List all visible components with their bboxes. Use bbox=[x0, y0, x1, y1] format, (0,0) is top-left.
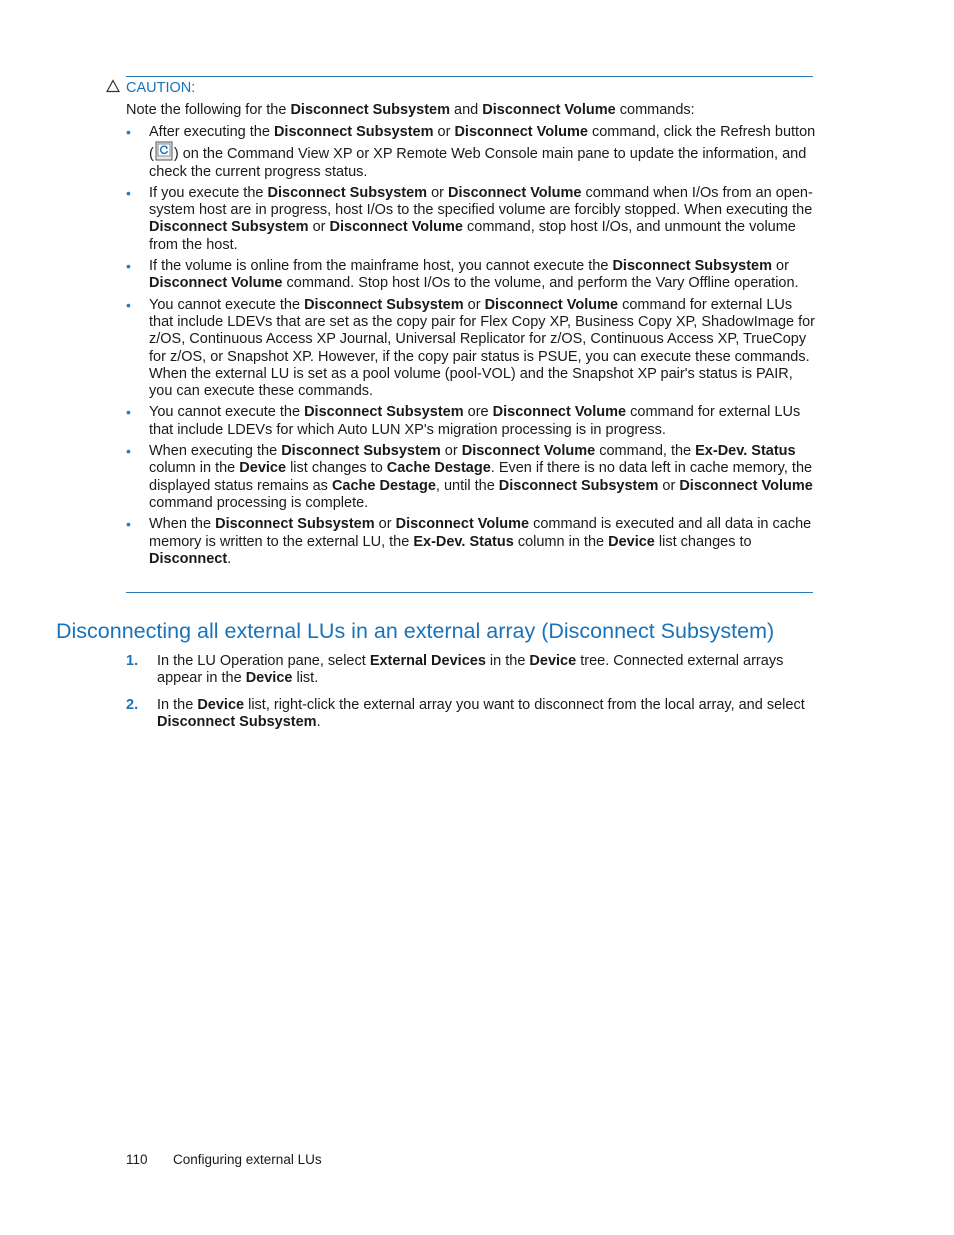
step-text: In the bbox=[157, 696, 198, 713]
section-heading: Disconnecting all external LUs in an external array (Disconnect Subsystem) bbox=[56, 619, 775, 643]
procedure-step bbox=[126, 653, 816, 688]
intro-term: Disconnect Subsystem bbox=[290, 102, 450, 118]
bullet-icon: • bbox=[126, 516, 131, 533]
bullet-icon: • bbox=[126, 443, 131, 460]
bullet-text: If you execute the bbox=[149, 184, 268, 201]
step-term: Disconnect Subsystem bbox=[157, 713, 317, 730]
bullet-text: ore bbox=[463, 404, 493, 421]
bullet-term: Disconnect Subsystem bbox=[149, 219, 309, 236]
bullet-term: Device bbox=[608, 533, 655, 550]
intro-text: Note the following for the bbox=[126, 102, 291, 118]
step-text: In the LU Operation pane, select bbox=[157, 653, 370, 669]
bullet-term: Disconnect Volume bbox=[461, 443, 596, 460]
bullet-text: or bbox=[440, 443, 462, 460]
bullet-term: Disconnect Subsystem bbox=[215, 516, 375, 533]
page-number: 110 bbox=[126, 1152, 148, 1167]
caution-bottom-rule bbox=[126, 592, 813, 593]
caution-bullet-item bbox=[126, 516, 816, 568]
bullet-text: command, the bbox=[595, 443, 696, 460]
step-number: 2. bbox=[126, 696, 139, 713]
bullet-text: command for external LUs that include LDEVs that are set as the copy pair for Flex Copy XP, Business Copy XP, ShadowImage for z/OS, Continuous Access XP Journal, Universal Replicator for z/OS, Continuous Access XP, TrueCopy for z/OS, or Snapshot XP. However, if the copy pair status is PSUE, you can execute these commands. When the external LU is set as a pool volume (pool-VOL) and the Snapshot XP pair's status is PAIR, you can execute these commands. bbox=[149, 296, 816, 400]
bullet-text bbox=[149, 404, 816, 439]
bullet-icon: • bbox=[126, 296, 131, 313]
bullet-term: Disconnect Subsystem bbox=[281, 443, 441, 460]
bullet-text: , until the bbox=[435, 477, 499, 494]
procedure-step bbox=[126, 697, 816, 732]
bullet-term: Device bbox=[239, 460, 287, 477]
bullet-text: . bbox=[227, 550, 232, 567]
bullet-term: Cache Destage bbox=[331, 477, 436, 494]
caution-triangle-icon bbox=[106, 79, 120, 93]
bullet-term: Disconnect Subsystem bbox=[304, 296, 464, 313]
intro-term: Disconnect Volume bbox=[482, 102, 616, 118]
bullet-text: or bbox=[308, 219, 330, 236]
intro-text: commands: bbox=[615, 102, 695, 118]
caution-bullet-item bbox=[126, 185, 816, 254]
bullet-text: command, click the Refresh button ( bbox=[149, 124, 816, 163]
step-text: tree. Connected external arrays appear in the bbox=[157, 653, 784, 687]
bullet-text: or bbox=[772, 258, 789, 275]
bullet-text: command processing is complete. bbox=[149, 494, 369, 511]
bullet-text: If the volume is online from the mainframe host, you cannot execute the bbox=[149, 258, 613, 275]
bullet-text: When executing the bbox=[149, 443, 282, 460]
bullet-text: When the bbox=[149, 516, 216, 533]
bullet-text: ) on the Command View XP or XP Remote Web Console main pane to update the information, and check the current progress status. bbox=[149, 146, 807, 180]
bullet-term: Disconnect Subsystem bbox=[498, 477, 659, 494]
caution-intro bbox=[126, 102, 695, 120]
caution-bullet-item bbox=[126, 124, 816, 181]
bullet-icon: • bbox=[126, 404, 131, 421]
page-footer bbox=[126, 1151, 322, 1168]
bullet-term: Disconnect Volume bbox=[679, 477, 813, 494]
bullet-text: or bbox=[374, 516, 396, 533]
caution-bullet-list bbox=[126, 124, 816, 572]
step-number: 1. bbox=[126, 653, 139, 669]
bullet-text: list changes to bbox=[654, 533, 752, 550]
bullet-text bbox=[149, 185, 816, 254]
bullet-text: column in the bbox=[513, 533, 609, 550]
bullet-term: Disconnect Subsystem bbox=[267, 184, 428, 201]
bullet-term: Disconnect Subsystem bbox=[304, 404, 464, 421]
bullet-term: Cache Destage bbox=[386, 460, 491, 477]
step-text bbox=[157, 653, 783, 686]
bullet-text: . Even if there is no data left in cache memory, the displayed status remains as bbox=[149, 460, 813, 494]
bullet-icon: • bbox=[126, 124, 131, 140]
bullet-text bbox=[149, 443, 816, 512]
bullet-text: or bbox=[427, 184, 449, 201]
step-text bbox=[157, 697, 805, 730]
bullet-text: or bbox=[433, 124, 455, 140]
bullet-text: command for external LUs that include LDEVs for which Auto LUN XP's migration processing is in progress. bbox=[149, 404, 801, 438]
bullet-text: command. Stop host I/Os to the volume, and perform the Vary Offline operation. bbox=[282, 275, 799, 292]
bullet-text: After executing the bbox=[149, 124, 274, 140]
bullet-text bbox=[149, 258, 816, 293]
footer-chapter-title: Configuring external LUs bbox=[173, 1152, 322, 1167]
step-term: Device bbox=[529, 653, 577, 669]
bullet-term: Disconnect Volume bbox=[492, 404, 627, 421]
step-text: . bbox=[316, 713, 321, 730]
procedure-steps bbox=[126, 653, 816, 740]
bullet-term: Ex-Dev. Status bbox=[695, 443, 796, 460]
step-text: list, right-click the external array you want to disconnect from the local array, and select bbox=[244, 696, 805, 713]
bullet-term: Disconnect Volume bbox=[448, 184, 582, 201]
step-text: in the bbox=[485, 653, 530, 669]
bullet-icon: • bbox=[126, 258, 131, 275]
caution-bullet-item bbox=[126, 404, 816, 439]
bullet-term: Disconnect Volume bbox=[329, 219, 463, 236]
caution-bullet-item bbox=[126, 443, 816, 512]
bullet-text: or bbox=[658, 477, 680, 494]
bullet-text: command is executed and all data in cache memory is written to the external LU, the bbox=[149, 516, 812, 550]
refresh-icon bbox=[155, 141, 173, 161]
caution-bullet-item bbox=[126, 297, 816, 401]
bullet-text: column in the bbox=[149, 460, 240, 477]
step-text: list. bbox=[292, 670, 319, 687]
bullet-text: or bbox=[463, 296, 485, 313]
bullet-term: Ex-Dev. Status bbox=[413, 533, 514, 550]
intro-text: and bbox=[450, 102, 483, 118]
bullet-term: Disconnect Volume bbox=[149, 275, 283, 292]
caution-bullet-item bbox=[126, 258, 816, 293]
caution-top-rule bbox=[126, 76, 813, 77]
bullet-text: command, stop host I/Os, and unmount the volume from the host. bbox=[149, 219, 796, 253]
bullet-text: list changes to bbox=[286, 460, 387, 477]
caution-heading bbox=[106, 79, 195, 97]
bullet-term: Disconnect Volume bbox=[484, 296, 619, 313]
bullet-term: Disconnect bbox=[149, 550, 228, 567]
bullet-text: You cannot execute the bbox=[149, 404, 305, 421]
bullet-text bbox=[149, 297, 816, 401]
bullet-term: Disconnect Volume bbox=[395, 516, 530, 533]
bullet-text: command when I/Os from an open-system host are in progress, host I/Os to the specified volume are forcibly stopped. When executing the bbox=[149, 184, 813, 219]
bullet-term: Disconnect Subsystem bbox=[273, 124, 434, 140]
bullet-text: You cannot execute the bbox=[149, 296, 305, 313]
bullet-text bbox=[149, 516, 816, 568]
step-term: Device bbox=[245, 670, 293, 687]
bullet-term: Disconnect Subsystem bbox=[612, 258, 773, 275]
step-term: External Devices bbox=[369, 653, 486, 669]
caution-title: CAUTION: bbox=[126, 80, 196, 96]
bullet-term: Disconnect Volume bbox=[454, 124, 588, 140]
bullet-icon: • bbox=[126, 184, 131, 201]
bullet-text bbox=[149, 124, 816, 181]
step-term: Device bbox=[197, 696, 245, 713]
